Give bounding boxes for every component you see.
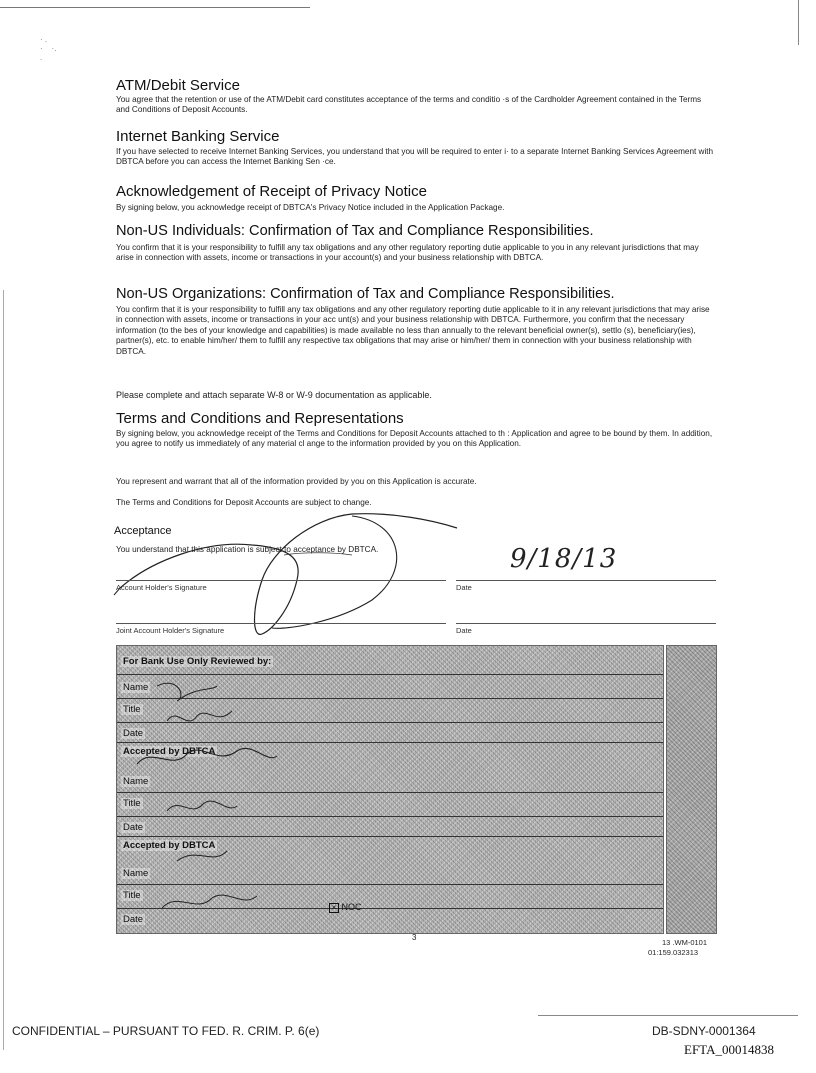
footer-rule xyxy=(538,1015,798,1016)
section-body-privacy: By signing below, you acknowledge receipt of DBTCA's Privacy Notice included in the Application Package. xyxy=(116,203,505,212)
terms-subject-to-change: The Terms and Conditions for Deposit Accounts are subject to change. xyxy=(116,498,372,507)
bank-row-label: Name xyxy=(123,868,149,879)
section-body-internet: If you have selected to receive Internet Banking Services, you understand that you will be required to enter i· to a separate Internet Banking Services Agreement with DBTCA before you can access the Internet Banking Sen ·ce. xyxy=(116,147,714,167)
checked-box-icon: × xyxy=(329,903,339,913)
page-number: 3 xyxy=(412,933,417,942)
bank-use-only-box xyxy=(116,645,664,934)
section-title-non-us-individuals: Non-US Individuals: Confirmation of Tax and Compliance Responsibilities. xyxy=(116,223,594,239)
handwritten-signature xyxy=(112,500,492,640)
section-title-atm: ATM/Debit Service xyxy=(116,77,240,94)
noc-label: NOC xyxy=(341,902,362,912)
bank-use-header: For Bank Use Only Reviewed by: xyxy=(123,656,272,667)
bank-row-label: Date xyxy=(123,822,144,833)
terms-title: Terms and Conditions and Representations xyxy=(116,410,404,427)
section-body-atm: You agree that the retention or use of the ATM/Debit card constitutes acceptance of the terms and conditio ·s of the Cardholder Agreement contained in the Terms and Conditions of Deposit Accounts. xyxy=(116,95,702,115)
bank-row-label: Accepted by DBTCA xyxy=(123,746,216,757)
joint-date-line xyxy=(456,623,716,624)
bank-row-label: Name xyxy=(123,682,149,693)
signature-line xyxy=(116,580,446,581)
acceptance-body: You understand that this application is subject to acceptance by DBTCA. xyxy=(116,545,379,554)
footer-bates-efta: EFTA_00014838 xyxy=(684,1042,774,1057)
bank-row-label: Title xyxy=(123,890,141,901)
bank-use-side-box xyxy=(666,645,717,934)
section-title-internet: Internet Banking Service xyxy=(116,128,280,145)
section-title-non-us-organizations: Non-US Organizations: Confirmation of Tax and Compliance Responsibilities. xyxy=(116,286,615,302)
date-label: Date xyxy=(456,583,472,592)
date-line xyxy=(456,580,716,581)
joint-signature-label: Joint Account Holder's Signature xyxy=(116,626,225,635)
joint-signature-line xyxy=(116,623,446,624)
footer-confidential: CONFIDENTIAL – PURSUANT TO FED. R. CRIM. P. 6(e) xyxy=(12,1024,320,1038)
top-scan-line xyxy=(0,7,310,8)
signature-date-handwritten: 9/18/13 xyxy=(510,544,618,574)
w8-note: Please complete and attach separate W-8 or W-9 documentation as applicable. xyxy=(116,390,432,400)
form-code: 13 .WM-0101 xyxy=(662,938,708,947)
scan-specks: · . · ·. . xyxy=(40,35,57,62)
bank-row-label: Date xyxy=(123,914,144,925)
acceptance-title: Acceptance xyxy=(114,525,172,537)
bank-row-label: Title xyxy=(123,704,141,715)
left-edge-line xyxy=(3,290,4,1050)
bank-row-label: Title xyxy=(123,798,141,809)
footer-bates-db: DB-SDNY-0001364 xyxy=(652,1024,756,1038)
joint-date-label: Date xyxy=(456,626,472,635)
bank-row-label: Accepted by DBTCA xyxy=(123,840,216,851)
bank-row-label: Name xyxy=(123,776,149,787)
signature-label: Account Holder's Signature xyxy=(116,583,207,592)
terms-represent: You represent and warrant that all of the information provided by you on this Application is accurate. xyxy=(116,477,477,486)
bank-row-label: Date xyxy=(123,728,144,739)
handwritten-marks xyxy=(117,646,663,933)
terms-body: By signing below, you acknowledge receipt of the Terms and Conditions for Deposit Accounts attached to th : Application and agree to be bound by them. In addition, you agree to notify us immediately of any material cl ange to the information provided by you on this Application. xyxy=(116,429,713,449)
right-edge-line xyxy=(798,0,799,45)
form-code-2: 01:159.032313 xyxy=(648,948,699,957)
section-body-non-us-individuals: You confirm that it is your responsibility to fulfill any tax obligations and any other regulatory reporting dutie applicable to you in any relevant jurisdictions that may arise in connection with assets, income or transactions in your account(s) and your business relationship with DBTCA. xyxy=(116,243,699,263)
section-title-privacy: Acknowledgement of Receipt of Privacy Notice xyxy=(116,183,427,200)
section-body-non-us-organizations: You confirm that it is your responsibility to fulfill any tax obligations and any other regulatory reporting dutie applicable to it in any relevant jurisdictions that may arise in connection with assets, income or transactions in your acc unt(s) and your business relationship with DBTCA. Furthermore, you confirm that the necessary information (to the bes of your knowledge and capabilities) is made available no less than annually to the relevant beneficial owner(s), settlo (s), beneficiary(ies), partner(s), etc. to enable him/her/ them to fulfill any respective tax obligations that may arise or him/her/ them in connection with your business relationship with DBTCA. xyxy=(116,305,710,356)
